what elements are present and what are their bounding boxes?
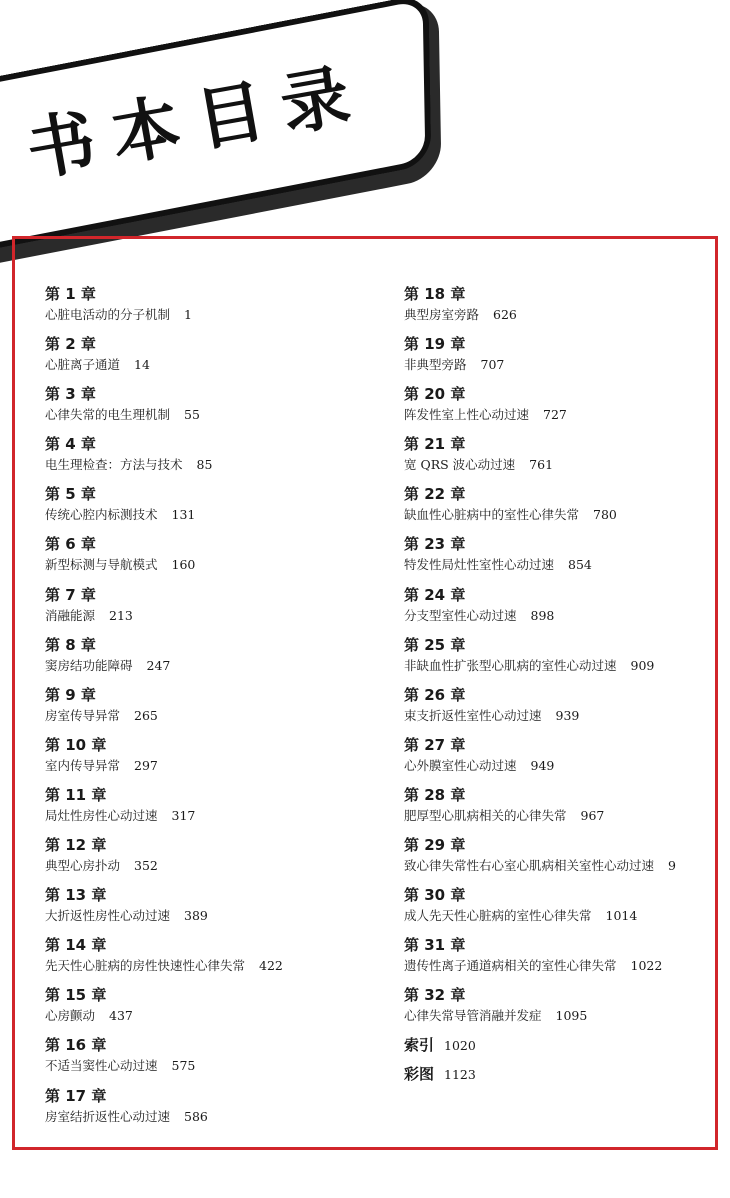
toc-entry[interactable] [45, 685, 385, 735]
chapter-title-line [404, 855, 724, 877]
chapter-number: 第 18 章 [404, 285, 466, 303]
chapter-number: 第 24 章 [404, 585, 466, 604]
toc-extra-entry[interactable] [404, 1064, 724, 1093]
chapter-title: 室内传导异常 [45, 757, 121, 773]
toc-entry[interactable] [404, 785, 724, 835]
chapter-title-line [404, 454, 724, 476]
chapter-title: 肥厚型心肌病相关的心律失常 [404, 807, 567, 823]
chapter-title-line [45, 955, 385, 977]
chapter-title-line [404, 605, 724, 627]
chapter-title-line [404, 655, 724, 677]
chapter-title-line [45, 354, 385, 376]
chapter-number: 第 6 章 [45, 535, 96, 554]
chapter-title-line [45, 404, 385, 426]
page-number: 939 [555, 707, 580, 723]
page-number: 265 [134, 707, 158, 723]
chapter-title: 心律失常的电生理机制 [45, 407, 171, 423]
extra-label: 索引 [404, 1036, 435, 1055]
toc-entry[interactable] [404, 635, 724, 685]
chapter-number: 第 5 章 [45, 485, 96, 504]
toc-entry[interactable] [45, 735, 385, 785]
chapter-title-line [404, 755, 724, 777]
toc-entry[interactable] [404, 434, 724, 484]
toc-left-column [45, 284, 385, 1136]
page-number: 213 [109, 607, 133, 623]
page-number: 317 [171, 807, 196, 823]
chapter-number: 第 32 章 [404, 986, 466, 1005]
toc-entry[interactable] [45, 785, 385, 835]
chapter-number: 第 2 章 [45, 335, 96, 354]
chapter-title-line [45, 454, 385, 476]
page-number: 586 [184, 1108, 208, 1124]
page-number: 352 [134, 858, 158, 874]
chapter-title-line [45, 1106, 385, 1128]
chapter-number: 第 30 章 [404, 886, 466, 905]
chapter-title: 心脏离子通道 [45, 357, 121, 373]
toc-entry[interactable] [45, 885, 385, 935]
extra-label: 彩图 [404, 1065, 435, 1084]
chapter-number: 第 22 章 [404, 485, 466, 504]
chapter-title-line [404, 705, 724, 727]
toc-entry[interactable] [45, 284, 385, 334]
page-number: 967 [580, 807, 605, 823]
chapter-number: 第 25 章 [404, 635, 466, 654]
toc-entry[interactable] [404, 985, 724, 1035]
page-number: 422 [259, 958, 283, 974]
page-number: 1020 [444, 1038, 476, 1054]
toc-entry[interactable] [45, 334, 385, 384]
chapter-title: 缺血性心脏病中的室性心律失常 [404, 507, 580, 523]
chapter-title-line [45, 905, 385, 927]
chapter-title-line [45, 855, 385, 877]
page-number: 247 [146, 657, 171, 673]
page-number: 437 [109, 1008, 133, 1024]
chapter-title-line [404, 1005, 724, 1027]
chapter-title: 非典型旁路 [404, 357, 467, 373]
chapter-title: 先天性心脏病的房性快速性心律失常 [45, 958, 246, 974]
page-number: 949 [530, 757, 555, 773]
page-number: 131 [171, 507, 196, 523]
page-number: 575 [171, 1058, 196, 1074]
chapter-number: 第 21 章 [404, 435, 466, 454]
chapter-title: 束支折返性室性心动过速 [404, 707, 542, 723]
page-title: 书本目录 [21, 53, 374, 192]
toc-entry[interactable] [45, 835, 385, 885]
chapter-title-line [404, 304, 724, 326]
page-number: 1123 [444, 1067, 476, 1083]
chapter-title: 典型心房扑动 [45, 858, 121, 874]
chapter-title: 遗传性离子通道病相关的室性心律失常 [404, 958, 617, 974]
chapter-title: 房室传导异常 [45, 707, 121, 723]
toc-entry[interactable] [404, 384, 724, 434]
chapter-title: 新型标测与导航模式 [45, 557, 158, 573]
chapter-number: 第 7 章 [45, 585, 96, 604]
chapter-title: 心外膜室性心动过速 [404, 757, 517, 773]
page-number: 727 [543, 407, 567, 423]
page-number: 85 [196, 457, 213, 473]
chapter-title: 特发性局灶性室性心动过速 [404, 557, 555, 573]
page-number: 909 [630, 657, 655, 673]
chapter-title-line [45, 554, 385, 576]
chapter-title-line [45, 1005, 385, 1027]
chapter-title: 阵发性室上性心动过速 [404, 407, 530, 423]
chapter-title-line [45, 755, 385, 777]
chapter-number: 第 13 章 [45, 886, 107, 905]
page-number: 389 [184, 908, 208, 924]
chapter-title-line [404, 504, 724, 526]
chapter-title-line [404, 354, 724, 376]
toc-entry[interactable] [404, 334, 724, 384]
chapter-title: 电生理检查：方法与技术 [45, 457, 183, 473]
toc-extra-entry[interactable] [404, 1035, 724, 1064]
chapter-title: 宽 QRS 波心动过速 [404, 457, 516, 473]
toc-entry[interactable] [404, 585, 724, 635]
toc-entry[interactable] [404, 685, 724, 735]
toc-entry[interactable] [45, 1035, 385, 1085]
chapter-title: 心脏电活动的分子机制 [45, 307, 171, 322]
chapter-number: 第 17 章 [45, 1086, 107, 1105]
toc-entry[interactable] [404, 835, 724, 885]
chapter-number: 第 29 章 [404, 836, 466, 855]
chapter-number: 第 14 章 [45, 936, 107, 955]
toc-entry[interactable] [45, 985, 385, 1035]
chapter-title-line [45, 504, 385, 526]
chapter-title-line [404, 955, 724, 977]
chapter-title: 消融能源 [45, 607, 96, 623]
chapter-title: 成人先天性心脏病的室性心律失常 [404, 908, 592, 924]
chapter-number: 第 9 章 [45, 685, 96, 704]
page-number: 14 [134, 357, 150, 373]
chapter-number: 第 16 章 [45, 1036, 107, 1055]
page-number: 780 [593, 507, 617, 523]
page-number: 297 [134, 757, 158, 773]
toc-entry[interactable] [45, 384, 385, 434]
chapter-title-line [404, 905, 724, 927]
toc-entry[interactable] [404, 885, 724, 935]
chapter-number: 第 31 章 [404, 936, 466, 955]
chapter-number: 第 27 章 [404, 735, 466, 754]
chapter-title: 心律失常导管消融并发症 [404, 1008, 542, 1024]
chapter-title-line [45, 805, 385, 827]
page-number: 1022 [630, 958, 663, 974]
page-number: 55 [184, 407, 200, 423]
page-number: 898 [530, 607, 555, 623]
chapter-number: 第 3 章 [45, 385, 96, 404]
chapter-number: 第 20 章 [404, 385, 466, 404]
page-number: 9 [668, 858, 676, 874]
page-number: 626 [493, 307, 517, 322]
page-number: 1 [184, 307, 192, 322]
chapter-title: 传统心腔内标测技术 [45, 507, 158, 523]
chapter-title-line [45, 1055, 385, 1077]
page-number: 160 [171, 557, 196, 573]
toc-entry[interactable] [45, 484, 385, 534]
chapter-number: 第 8 章 [45, 635, 96, 654]
chapter-number: 第 12 章 [45, 836, 107, 855]
chapter-number: 第 19 章 [404, 335, 466, 354]
chapter-title: 非缺血性扩张型心肌病的室性心动过速 [404, 657, 617, 673]
page-number: 761 [529, 457, 554, 473]
chapter-title-line [45, 304, 385, 326]
toc-entry[interactable] [45, 534, 385, 584]
chapter-number: 第 1 章 [45, 285, 96, 303]
chapter-title: 心房颤动 [45, 1008, 96, 1024]
toc-entry[interactable] [45, 635, 385, 685]
chapter-title: 分支型室性心动过速 [404, 607, 517, 623]
chapter-title: 不适当窦性心动过速 [45, 1058, 158, 1074]
toc-entry[interactable] [404, 284, 724, 334]
chapter-number: 第 10 章 [45, 735, 107, 754]
chapter-number: 第 28 章 [404, 785, 466, 804]
chapter-title: 致心律失常性右心室心肌病相关室性心动过速 [404, 858, 655, 874]
chapter-number: 第 26 章 [404, 685, 466, 704]
chapter-title-line [404, 404, 724, 426]
chapter-title: 房室结折返性心动过速 [45, 1108, 171, 1124]
toc-entry[interactable] [45, 935, 385, 985]
chapter-title: 大折返性房性心动过速 [45, 908, 171, 924]
toc-entry[interactable] [45, 1086, 385, 1136]
chapter-number: 第 23 章 [404, 535, 466, 554]
chapter-title: 局灶性房性心动过速 [45, 807, 158, 823]
chapter-title-line [404, 554, 724, 576]
toc-entry[interactable] [45, 585, 385, 635]
toc-entry[interactable] [404, 935, 724, 985]
chapter-title-line [45, 655, 385, 677]
chapter-number: 第 15 章 [45, 986, 107, 1005]
toc-entry[interactable] [404, 735, 724, 785]
page-number: 1095 [555, 1008, 588, 1024]
toc-entry[interactable] [45, 434, 385, 484]
chapter-title-line [404, 805, 724, 827]
chapter-title-line [45, 605, 385, 627]
toc-entry[interactable] [404, 484, 724, 534]
page-number: 1014 [605, 908, 638, 924]
chapter-title-line [45, 705, 385, 727]
page-number: 854 [568, 557, 592, 573]
chapter-number: 第 11 章 [45, 785, 107, 804]
toc-entry[interactable] [404, 534, 724, 584]
toc-right-column [404, 284, 724, 1093]
chapter-number: 第 4 章 [45, 435, 96, 454]
chapter-title: 典型房室旁路 [404, 307, 480, 322]
page-number: 707 [480, 357, 505, 373]
chapter-title: 窦房结功能障碍 [45, 657, 133, 673]
